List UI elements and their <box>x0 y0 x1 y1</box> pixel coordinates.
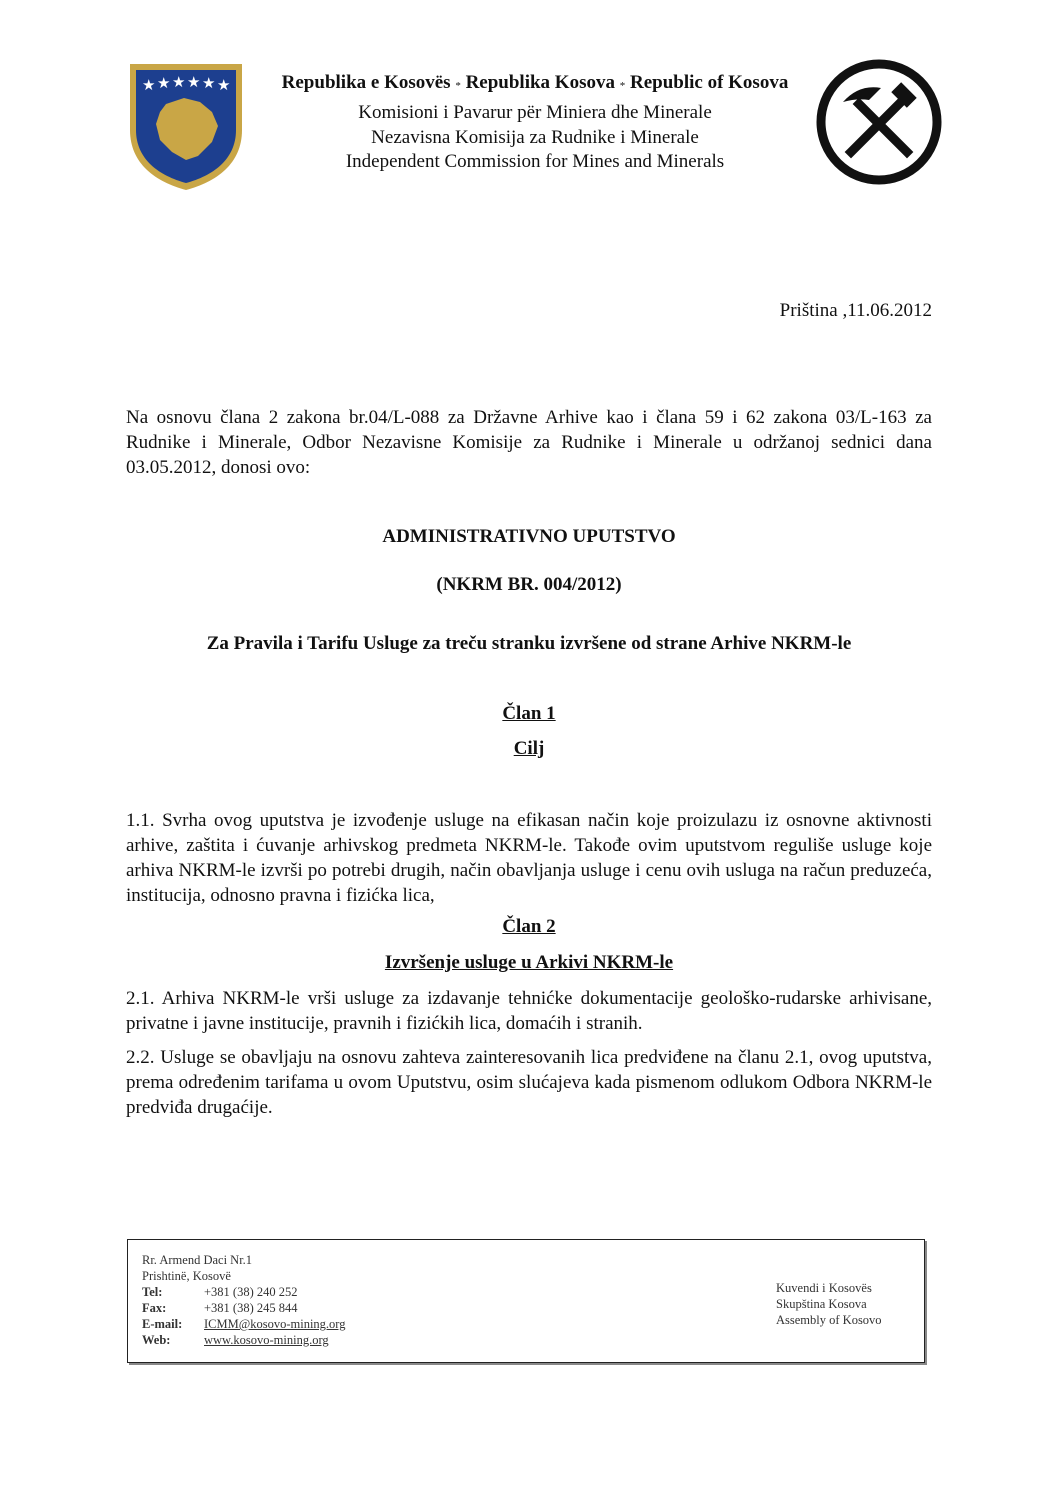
fax-value: +381 (38) 245 844 <box>204 1301 298 1315</box>
mining-hammer-pick-icon <box>815 58 943 186</box>
email-label: E-mail: <box>142 1317 183 1331</box>
fax-row <box>142 1300 346 1316</box>
republic-sq: Republika e Kosovës <box>281 72 451 93</box>
svg-text:★: ★ <box>202 74 216 92</box>
document-number: (NKRM BR. 004/2012) <box>436 574 622 595</box>
article-1-heading: Član 1 <box>502 703 556 724</box>
intro-paragraph: Na osnovu člana 2 zakona br.04/L-088 za Državne Arhive kao i člana 59 i 62 zakona 03/L-163 za Rudnike i Minerale, Odbor Nezavisne Komisije za Rudnike i Minerale u održanoj sednici dana 03.05.2012, donosi ovo: <box>126 407 932 478</box>
commission-sq: Komisioni i Pavarur për Miniera dhe Minerale <box>358 102 712 123</box>
footer-assembly <box>776 1280 882 1328</box>
assembly-sr: Skupština Kosova <box>776 1297 867 1311</box>
svg-text:★: ★ <box>157 74 171 92</box>
address-line-1: Rr. Armend Daci Nr.1 <box>142 1253 253 1267</box>
assembly-en: Assembly of Kosovo <box>776 1313 882 1327</box>
svg-text:★: ★ <box>172 73 186 91</box>
email-link[interactable]: ICMM@kosovo-mining.org <box>204 1317 346 1331</box>
article-2-subheading: Izvršenje usluge u Arkivi NKRM-le <box>384 952 674 973</box>
tel-value: +381 (38) 240 252 <box>204 1285 298 1299</box>
separator: * <box>619 80 626 92</box>
svg-text:★: ★ <box>142 76 156 94</box>
svg-text:★: ★ <box>217 76 231 94</box>
article-2-paragraph-2: 2.2. Usluge se obavljaju na osnovu zahteva zainteresovanih lica predviđene na članu 2.1, ovog uputstva, prema određenim tarifama u ovom Uputstvu, osim slućajeva kada pismenom odlukom Odbora NKRM-le predviđa drugaćije. <box>126 1047 932 1118</box>
tel-label: Tel: <box>142 1285 163 1299</box>
document-title: ADMINISTRATIVNO UPUTSTVO <box>382 526 676 547</box>
email-row <box>142 1316 346 1332</box>
commission-sr: Nezavisna Komisija za Rudnike i Minerale <box>371 127 699 148</box>
web-row <box>142 1332 346 1348</box>
document-date: Priština ,11.06.2012 <box>779 300 932 321</box>
republic-sr: Republika Kosova <box>465 72 615 93</box>
separator: * <box>455 80 461 92</box>
footer-contact <box>142 1252 346 1348</box>
footer-contact-box <box>127 1239 925 1363</box>
article-2-heading: Član 2 <box>502 916 556 937</box>
web-label: Web: <box>142 1333 171 1347</box>
article-2-paragraph-1: 2.1. Arhiva NKRM-le vrši usluge za izdavanje tehnićke dokumentacije geološko-rudarske arhivisane, privatne i javne institucije, pravnih i fizićkih lica, domaćih i stranih. <box>126 988 932 1034</box>
document-subject: Za Pravila i Tarifu Usluge za treču stranku izvršene od strane Arhive NKRM-le <box>206 633 852 654</box>
svg-text:★: ★ <box>187 73 201 91</box>
republic-en: Republic of Kosova <box>629 72 789 93</box>
article-1-paragraph-1: 1.1. Svrha ovog uputstva je izvođenje usluge na efikasan način koje proizulazu iz osnovne aktivnosti arhive, zaštita i ćuvanje arhivskog predmeta NKRM-le. Takođe ovim uputstvom reguliše usluge koje arhiva NKRM-le izvrši po potrebi drugih, način obavljanja usluge i cenu ovih usluga na račun preduzeća, institucija, odnosno pravna i fizićka lica, <box>126 810 932 906</box>
address-line-2: Prishtinë, Kosovë <box>142 1269 231 1283</box>
article-1-subheading: Cilj <box>513 738 545 759</box>
kosovo-coat-of-arms-icon <box>126 60 246 192</box>
commission-en: Independent Commission for Mines and Minerals <box>345 151 725 172</box>
fax-label: Fax: <box>142 1301 167 1315</box>
assembly-sq: Kuvendi i Kosovës <box>776 1281 872 1295</box>
tel-row <box>142 1284 346 1300</box>
web-link[interactable]: www.kosovo-mining.org <box>204 1333 329 1347</box>
header-republic-line <box>230 72 840 94</box>
